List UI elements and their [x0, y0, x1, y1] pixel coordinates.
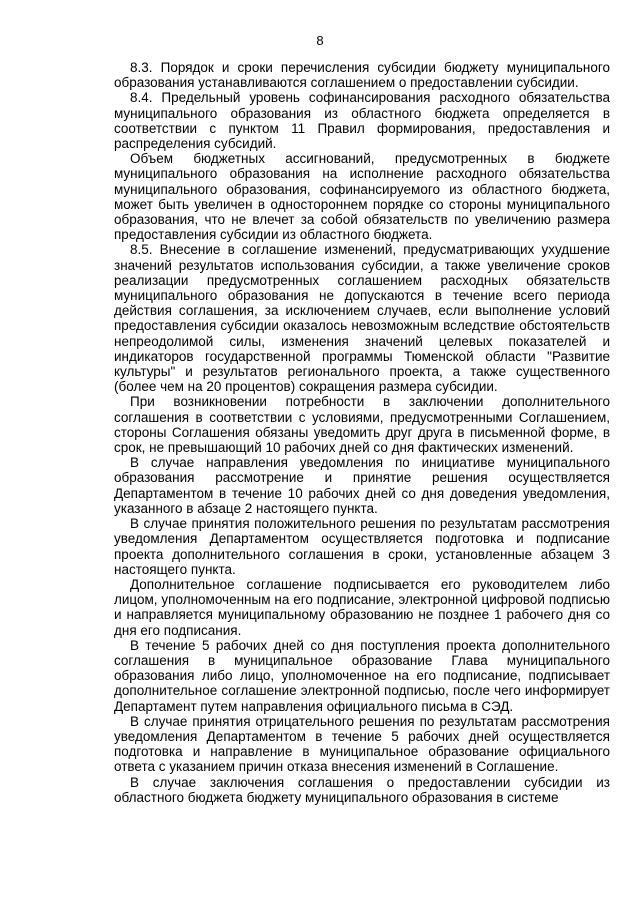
- paragraph-signing: Дополнительное соглашение подписывается его руководителем либо лицом, уполномоченным на его подписание, электронной цифровой подписью и направляется муниципальному образованию не позднее 1 рабочего дня со дня его подписания.: [114, 576, 610, 638]
- page-number: 8: [316, 33, 324, 48]
- paragraph-positive-decision: В случае принятия положительного решения по результатам рассмотрения уведомления Департаментом осуществляется подготовка и подписание проекта дополнительного соглашения в сроки, установленные абзацем 3 настоящего пункта.: [114, 516, 610, 577]
- paragraph-negative-decision: В случае принятия отрицательного решения по результатам рассмотрения уведомления Департаментом в течение 5 рабочих дней осуществляется подготовка и направление в муниципальное образование официального ответа с указанием причин отказа внесения изменений в Соглашение.: [114, 713, 610, 775]
- paragraph-notification-initiative: В случае направления уведомления по инициативе муниципального образования рассмотрение и принятие решения осуществляется Департаментом в течение 10 рабочих дней со дня доведения уведомления, указанного в абзаце 2 настоящего пункта.: [114, 455, 610, 516]
- paragraph-8-4: 8.4. Предельный уровень софинансирования расходного обязательства муниципального образования из областного бюджета определяется в соответствии с пунктом 11 Правил формирования, предоставления и распределения субсидий.: [114, 90, 610, 152]
- paragraph-8-5: 8.5. Внесение в соглашение изменений, предусматривающих ухудшение значений результатов использования субсидии, а также увеличение сроков реализации предусмотренных соглашением расходных обязательств муниципального образования не допускаются в течение всего периода действия соглашения, за исключением случаев, если выполнение условий предоставления субсидии оказалось невозможным вследствие обстоятельств непреодолимой силы, изменения значений целевых показателей и индикаторов государственной программы Тюменской области "Развитие культуры" и результатов регионального проекта, а также существенного (более чем на 20 процентов) сокращения размера субсидии.: [114, 242, 610, 395]
- paragraph-budget-volume: Объем бюджетных ассигнований, предусмотренных в бюджете муниципального образования на исполнение расходного обязательства муниципального образования, софинансируемого из областного бюджета, может быть увеличен в одностороннем порядке со стороны муниципального образования, что не влечет за собой обязательств по увеличению размера предоставления субсидии из областного бюджета.: [114, 151, 610, 243]
- paragraph-additional-agreement-need: При возникновении потребности в заключении дополнительного соглашения в соответствии с условиями, предусмотренными Соглашением, стороны Соглашения обязаны уведомить друг друга в письменной форме, в срок, не превышающий 10 рабочих дней со дня фактических изменений.: [114, 394, 610, 456]
- document-body: [114, 60, 610, 805]
- paragraph-agreement-system: В случае заключения соглашения о предоставлении субсидии из областного бюджета бюджету муниципального образования в системе: [114, 774, 610, 805]
- paragraph-8-3: 8.3. Порядок и сроки перечисления субсидии бюджету муниципального образования устанавливаются соглашением о предоставлении субсидии.: [114, 60, 610, 91]
- paragraph-five-days: В течение 5 рабочих дней со дня поступления проекта дополнительного соглашения в муниципальное образование Глава муниципального образования либо лицо, уполномоченное на его подписание, подписывает дополнительное соглашение электронной подписью, после чего информирует Департамент путем направления официального письма в СЭД.: [114, 637, 610, 714]
